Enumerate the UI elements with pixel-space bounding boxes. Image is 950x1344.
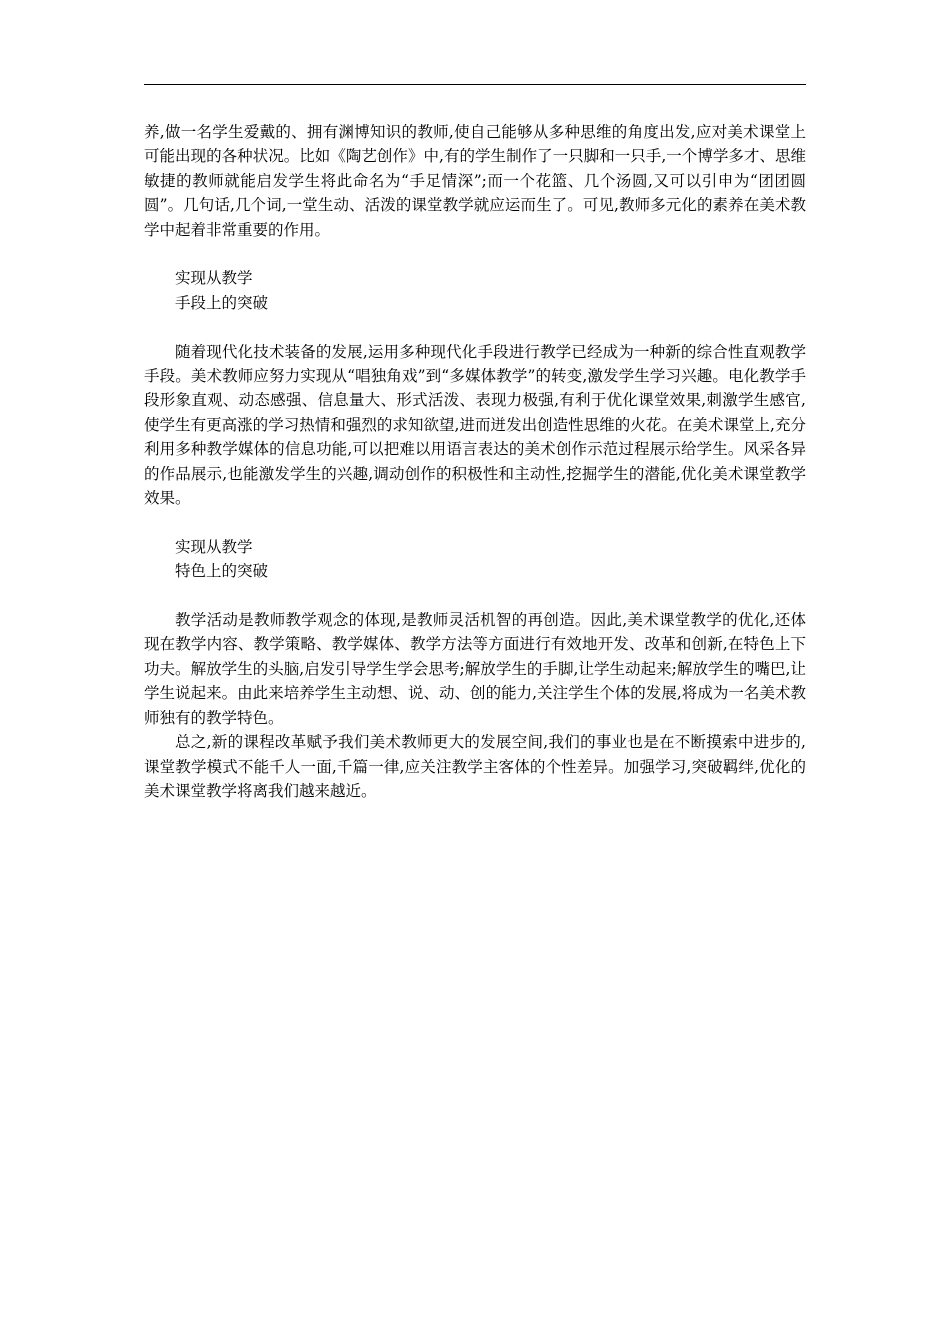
header-rule: [144, 84, 806, 85]
spacer: [144, 242, 806, 266]
spacer: [144, 315, 806, 339]
document-body: [144, 120, 806, 803]
section-heading-line-2: 特色上的突破: [175, 562, 269, 581]
section-heading-line-1: 实现从教学: [175, 537, 253, 556]
paragraph-media-teaching: 随着现代化技术装备的发展,运用多种现代化手段进行教学已经成为一种新的综合性直观教学手段。美术教师应努力实现从“唱独角戏”到“多媒体教学”的转变,激发学生学习兴趣。电化教学手段形象直观、动态感强、信息量大、形式活泼、表现力极强,有利于优化课堂效果,刺激学生感官,使学生有更高涨的学习热情和强烈的求知欲望,进而迸发出创造性思维的火花。在美术课堂上,充分利用多种教学媒体的信息功能,可以把难以用语言表达的美术创作示范过程展示给学生。风采各异的作品展示,也能激发学生的兴趣,调动创作的积极性和主动性,挖掘学生的潜能,优化美术课堂教学效果。: [144, 342, 806, 508]
paragraph-teaching-features: 教学活动是教师教学观念的体现,是教师灵活机智的再创造。因此,美术课堂教学的优化,还体现在教学内容、教学策略、教学媒体、教学方法等方面进行有效地开发、改革和创新,在特色上下功夫。解放学生的头脑,启发引导学生学会思考;解放学生的手脚,让学生动起来;解放学生的嘴巴,让学生说起来。由此来培养学生主动想、说、动、创的能力,关注学生个体的发展,将成为一名美术教师独有的教学特色。: [144, 611, 806, 727]
paragraph-conclusion: 总之,新的课程改革赋予我们美术教师更大的发展空间,我们的事业也是在不断摸索中进步的,课堂教学模式不能千人一面,千篇一律,应关注教学主客体的个性差异。加强学习,突破羁绊,优化的美术课堂教学将离我们越来越近。: [144, 733, 806, 800]
section-heading-line-2: 手段上的突破: [175, 293, 269, 312]
spacer: [144, 510, 806, 534]
paragraph-continuation: 养,做一名学生爱戴的、拥有渊博知识的教师,使自己能够从多种思维的角度出发,应对美术课堂上可能出现的各种状况。比如《陶艺创作》中,有的学生制作了一只脚和一只手,一个博学多才、思维敏捷的教师就能启发学生将此命名为“手足情深”;而一个花篮、几个汤圆,又可以引申为“团团圆圆”。几句话,几个词,一堂生动、活泼的课堂教学就应运而生了。可见,教师多元化的素养在美术教学中起着非常重要的作用。: [144, 123, 806, 239]
spacer: [144, 584, 806, 608]
section-heading-line-1: 实现从教学: [175, 269, 253, 288]
